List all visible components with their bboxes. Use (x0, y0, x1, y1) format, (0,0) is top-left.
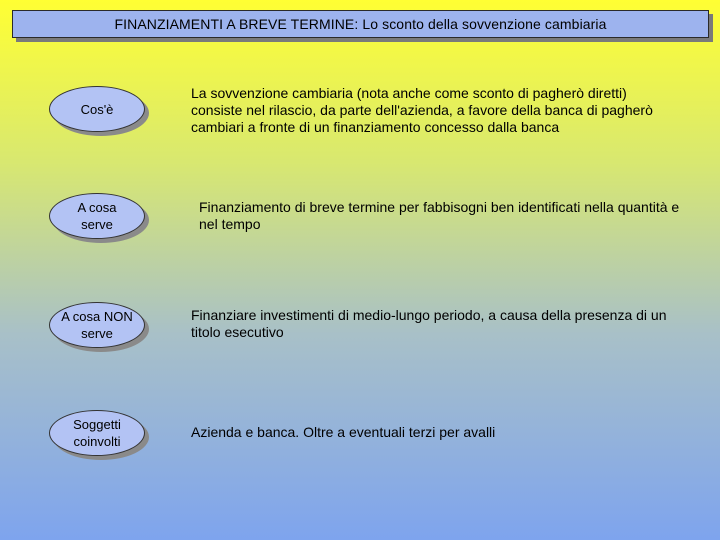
desc-soggetti-coinvolti: Azienda e banca. Oltre a eventuali terzi per avalli (191, 424, 496, 440)
oval-label-a-cosa-non-serve-text: A cosa NON serve (61, 309, 133, 341)
desc-a-cosa-non-serve: Finanziare investimenti di medio-lungo periodo, a causa della presenza di un titolo esecutivo (191, 307, 667, 340)
oval-label-a-cosa-serve (49, 193, 145, 239)
oval-label-soggetti-coinvolti (49, 410, 145, 456)
oval-label-a-cosa-non-serve (49, 302, 145, 348)
oval-label-soggetti-coinvolti-text: Soggetti coinvolti (73, 417, 121, 449)
slide-title: FINANZIAMENTI A BREVE TERMINE: Lo sconto della sovvenzione cambiaria (12, 10, 709, 38)
oval-label-cose-text: Cos'è (80, 101, 114, 117)
desc-a-cosa-serve: Finanziamento di breve termine per fabbisogni ben identificati nella quantità e nel tempo (199, 199, 680, 232)
desc-cose: La sovvenzione cambiaria (nota anche come sconto di pagherò diretti) consiste nel rilascio, da parte dell'azienda, a favore della banca di pagherò cambiari a fronte di un finanziamento concesso dalla banca (191, 85, 653, 135)
oval-label-cose (49, 86, 145, 132)
oval-label-a-cosa-serve-text: A cosa serve (77, 200, 117, 232)
